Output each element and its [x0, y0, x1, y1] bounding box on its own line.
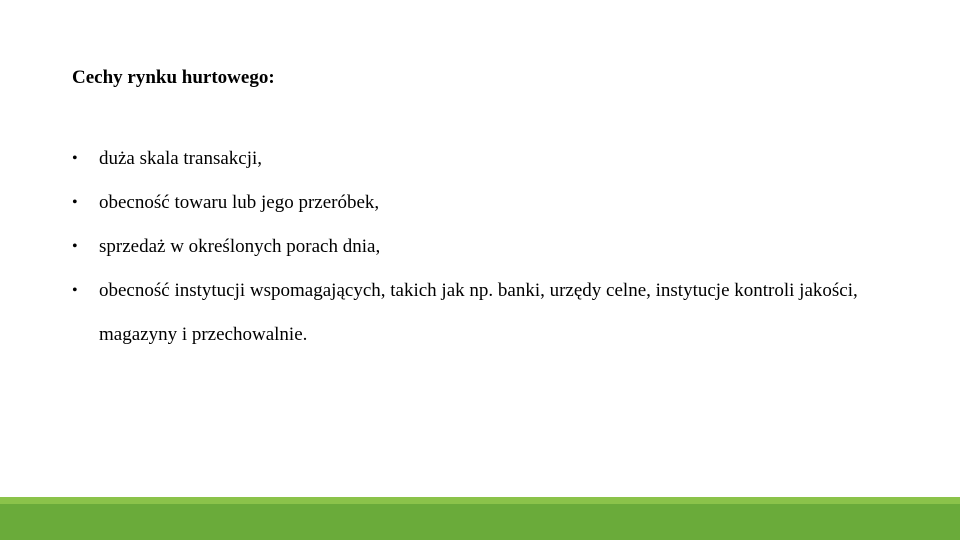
slide-title: Cechy rynku hurtowego: [72, 67, 275, 88]
bullet-marker-icon: • [72, 238, 78, 255]
bullet-text: duża skala transakcji, [99, 148, 263, 169]
bullet-item [72, 137, 872, 181]
footer-band [0, 504, 960, 540]
bullet-item [72, 181, 872, 225]
footer-accent-stripe [0, 497, 960, 504]
bullet-text: sprzedaż w określonych porach dnia, [99, 236, 381, 257]
bullet-text: obecność instytucji wspomagających, takich jak np. banki, urzędy celne, instytucje kontroli jakości, magazyny i przechowalnie. [99, 280, 858, 345]
bullet-text: obecność towaru lub jego przeróbek, [99, 192, 380, 213]
bullet-item [72, 225, 872, 269]
bullet-item [72, 269, 872, 357]
bullet-marker-icon: • [72, 282, 78, 299]
bullet-list [72, 137, 872, 357]
bullet-marker-icon: • [72, 150, 78, 167]
bullet-marker-icon: • [72, 194, 78, 211]
